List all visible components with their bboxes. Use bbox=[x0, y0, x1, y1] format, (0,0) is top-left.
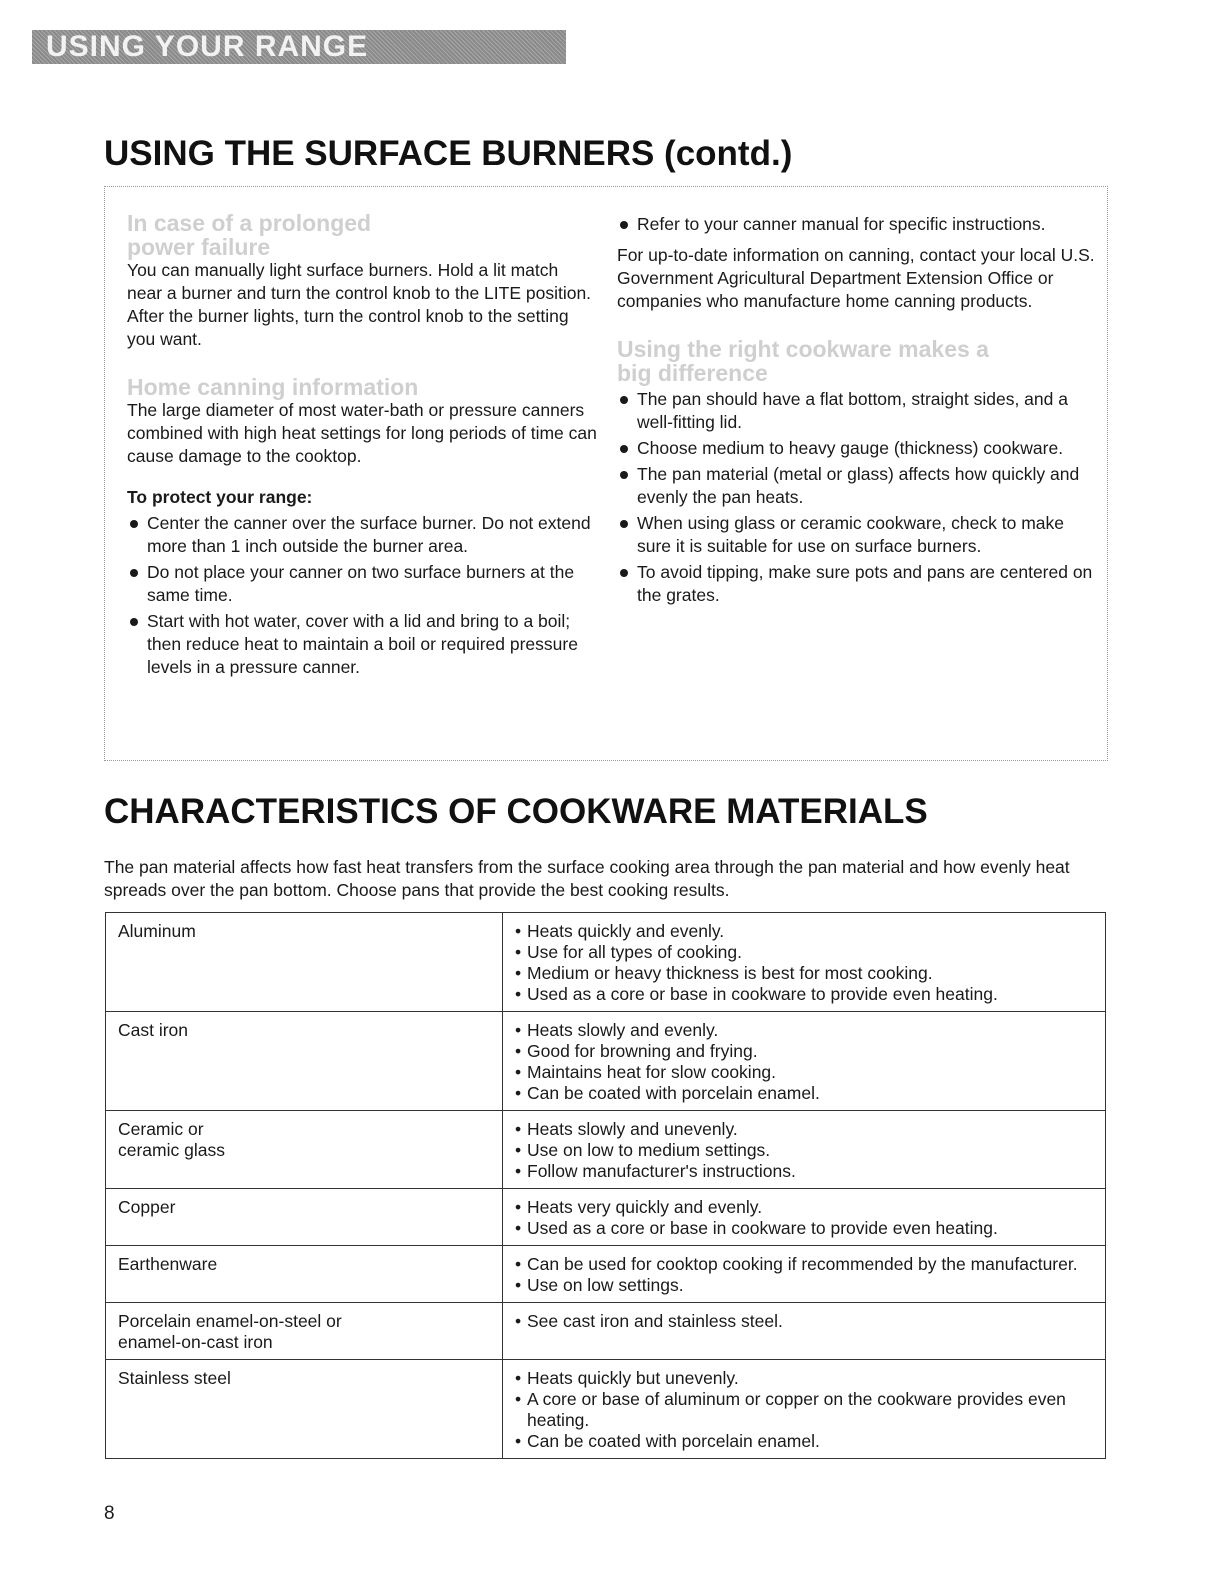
canning-info-text: For up-to-date information on canning, contact your local U.S. Government Agricultural Department Extension Office or companies who manufacture home canning products. bbox=[617, 245, 1095, 311]
note-item: • Follow manufacturer's instructions. bbox=[515, 1161, 1093, 1182]
section-banner-text: USING YOUR RANGE bbox=[46, 30, 369, 63]
section-banner bbox=[32, 30, 566, 64]
material-cell bbox=[106, 1012, 503, 1111]
table-row bbox=[106, 1189, 1106, 1246]
material-name: ceramic glass bbox=[118, 1140, 225, 1160]
power-failure-text: You can manually light surface burners. Hold a lit match near a burner and turn the control knob to the LITE position. After the burner lights, turn the control knob to the setting you want. bbox=[127, 260, 592, 349]
note-item: • Can be coated with porcelain enamel. bbox=[515, 1083, 1093, 1104]
right-column bbox=[617, 213, 1097, 607]
note-item: • Good for browning and frying. bbox=[515, 1041, 1093, 1062]
protect-range-label: To protect your range: bbox=[127, 487, 313, 507]
note-item: • Used as a core or base in cookware to provide even heating. bbox=[515, 984, 1093, 1005]
canner-note-bullet: Refer to your canner manual for specific instructions. bbox=[617, 213, 1097, 236]
material-name: Earthenware bbox=[118, 1254, 218, 1274]
cookware-bullet: The pan should have a flat bottom, straight sides, and a well-fitting lid. bbox=[617, 388, 1097, 434]
note-item: • Can be coated with porcelain enamel. bbox=[515, 1431, 1093, 1452]
material-cell bbox=[106, 1360, 503, 1459]
canning-bullet: Center the canner over the surface burner. Do not extend more than 1 inch outside the burner area. bbox=[127, 512, 597, 558]
material-name: Ceramic or bbox=[118, 1119, 204, 1139]
note-item: • Heats slowly and evenly. bbox=[515, 1020, 1093, 1041]
cookware-bullet: When using glass or ceramic cookware, check to make sure it is suitable for use on surface burners. bbox=[617, 512, 1097, 558]
note-item: • Use on low settings. bbox=[515, 1275, 1093, 1296]
table-row bbox=[106, 1360, 1106, 1459]
power-failure-heading-2: power failure bbox=[127, 234, 271, 260]
notes-cell bbox=[503, 1012, 1106, 1111]
notes-cell bbox=[503, 1111, 1106, 1189]
note-item: • Maintains heat for slow cooking. bbox=[515, 1062, 1093, 1083]
note-item: • A core or base of aluminum or copper on the cookware provides even heating. bbox=[515, 1389, 1093, 1431]
cookware-bullet: The pan material (metal or glass) affects how quickly and evenly the pan heats. bbox=[617, 463, 1097, 509]
note-item: • Heats slowly and unevenly. bbox=[515, 1119, 1093, 1140]
notes-cell bbox=[503, 1246, 1106, 1303]
note-item: • Used as a core or base in cookware to provide even heating. bbox=[515, 1218, 1093, 1239]
note-item: • Heats quickly and evenly. bbox=[515, 921, 1093, 942]
material-cell bbox=[106, 1303, 503, 1360]
note-item: • Heats quickly but unevenly. bbox=[515, 1368, 1093, 1389]
table-row bbox=[106, 1111, 1106, 1189]
page-number: 8 bbox=[104, 1503, 115, 1524]
right-cookware-heading-2: big difference bbox=[617, 360, 768, 386]
notes-cell bbox=[503, 913, 1106, 1012]
surface-burners-title: USING THE SURFACE BURNERS (contd.) bbox=[104, 134, 793, 173]
note-item: • See cast iron and stainless steel. bbox=[515, 1311, 1093, 1332]
material-name: Porcelain enamel-on-steel or bbox=[118, 1311, 342, 1331]
material-name: Cast iron bbox=[118, 1020, 189, 1040]
canning-bullet: Start with hot water, cover with a lid and bring to a boil; then reduce heat to maintain a boil or required pressure levels in a pressure canner. bbox=[127, 610, 597, 679]
table-row bbox=[106, 913, 1106, 1012]
table-row bbox=[106, 1303, 1106, 1360]
notes-cell bbox=[503, 1360, 1106, 1459]
material-name: Aluminum bbox=[118, 921, 196, 941]
surface-burners-box bbox=[104, 186, 1108, 761]
note-item: • Heats very quickly and evenly. bbox=[515, 1197, 1093, 1218]
notes-cell bbox=[503, 1189, 1106, 1246]
note-item: • Medium or heavy thickness is best for most cooking. bbox=[515, 963, 1093, 984]
note-item: • Can be used for cooktop cooking if recommended by the manufacturer. bbox=[515, 1254, 1093, 1275]
material-name: enamel-on-cast iron bbox=[118, 1332, 273, 1352]
note-item: • Use for all types of cooking. bbox=[515, 942, 1093, 963]
characteristics-title: CHARACTERISTICS OF COOKWARE MATERIALS bbox=[104, 792, 928, 831]
table-row bbox=[106, 1246, 1106, 1303]
cookware-bullet: Choose medium to heavy gauge (thickness) cookware. bbox=[617, 437, 1097, 460]
table-row bbox=[106, 1012, 1106, 1111]
home-canning-text: The large diameter of most water-bath or pressure canners combined with high heat settings for long periods of time can cause damage to the cooktop. bbox=[127, 400, 597, 466]
characteristics-intro: The pan material affects how fast heat transfers from the surface cooking area through the pan material and how evenly heat spreads over the pan bottom. Choose pans that provide the best cooking results. bbox=[104, 857, 1070, 900]
material-name: Stainless steel bbox=[118, 1368, 231, 1388]
cookware-materials-table bbox=[105, 912, 1106, 1459]
canning-bullet: Do not place your canner on two surface burners at the same time. bbox=[127, 561, 597, 607]
material-cell bbox=[106, 913, 503, 1012]
home-canning-heading: Home canning information bbox=[127, 374, 419, 400]
material-cell bbox=[106, 1189, 503, 1246]
left-column bbox=[127, 211, 597, 679]
material-cell bbox=[106, 1111, 503, 1189]
material-name: Copper bbox=[118, 1197, 176, 1217]
note-item: • Use on low to medium settings. bbox=[515, 1140, 1093, 1161]
material-cell bbox=[106, 1246, 503, 1303]
right-cookware-heading-1: Using the right cookware makes a bbox=[617, 336, 989, 362]
power-failure-heading-1: In case of a prolonged bbox=[127, 210, 372, 236]
cookware-bullet: To avoid tipping, make sure pots and pans are centered on the grates. bbox=[617, 561, 1097, 607]
notes-cell bbox=[503, 1303, 1106, 1360]
